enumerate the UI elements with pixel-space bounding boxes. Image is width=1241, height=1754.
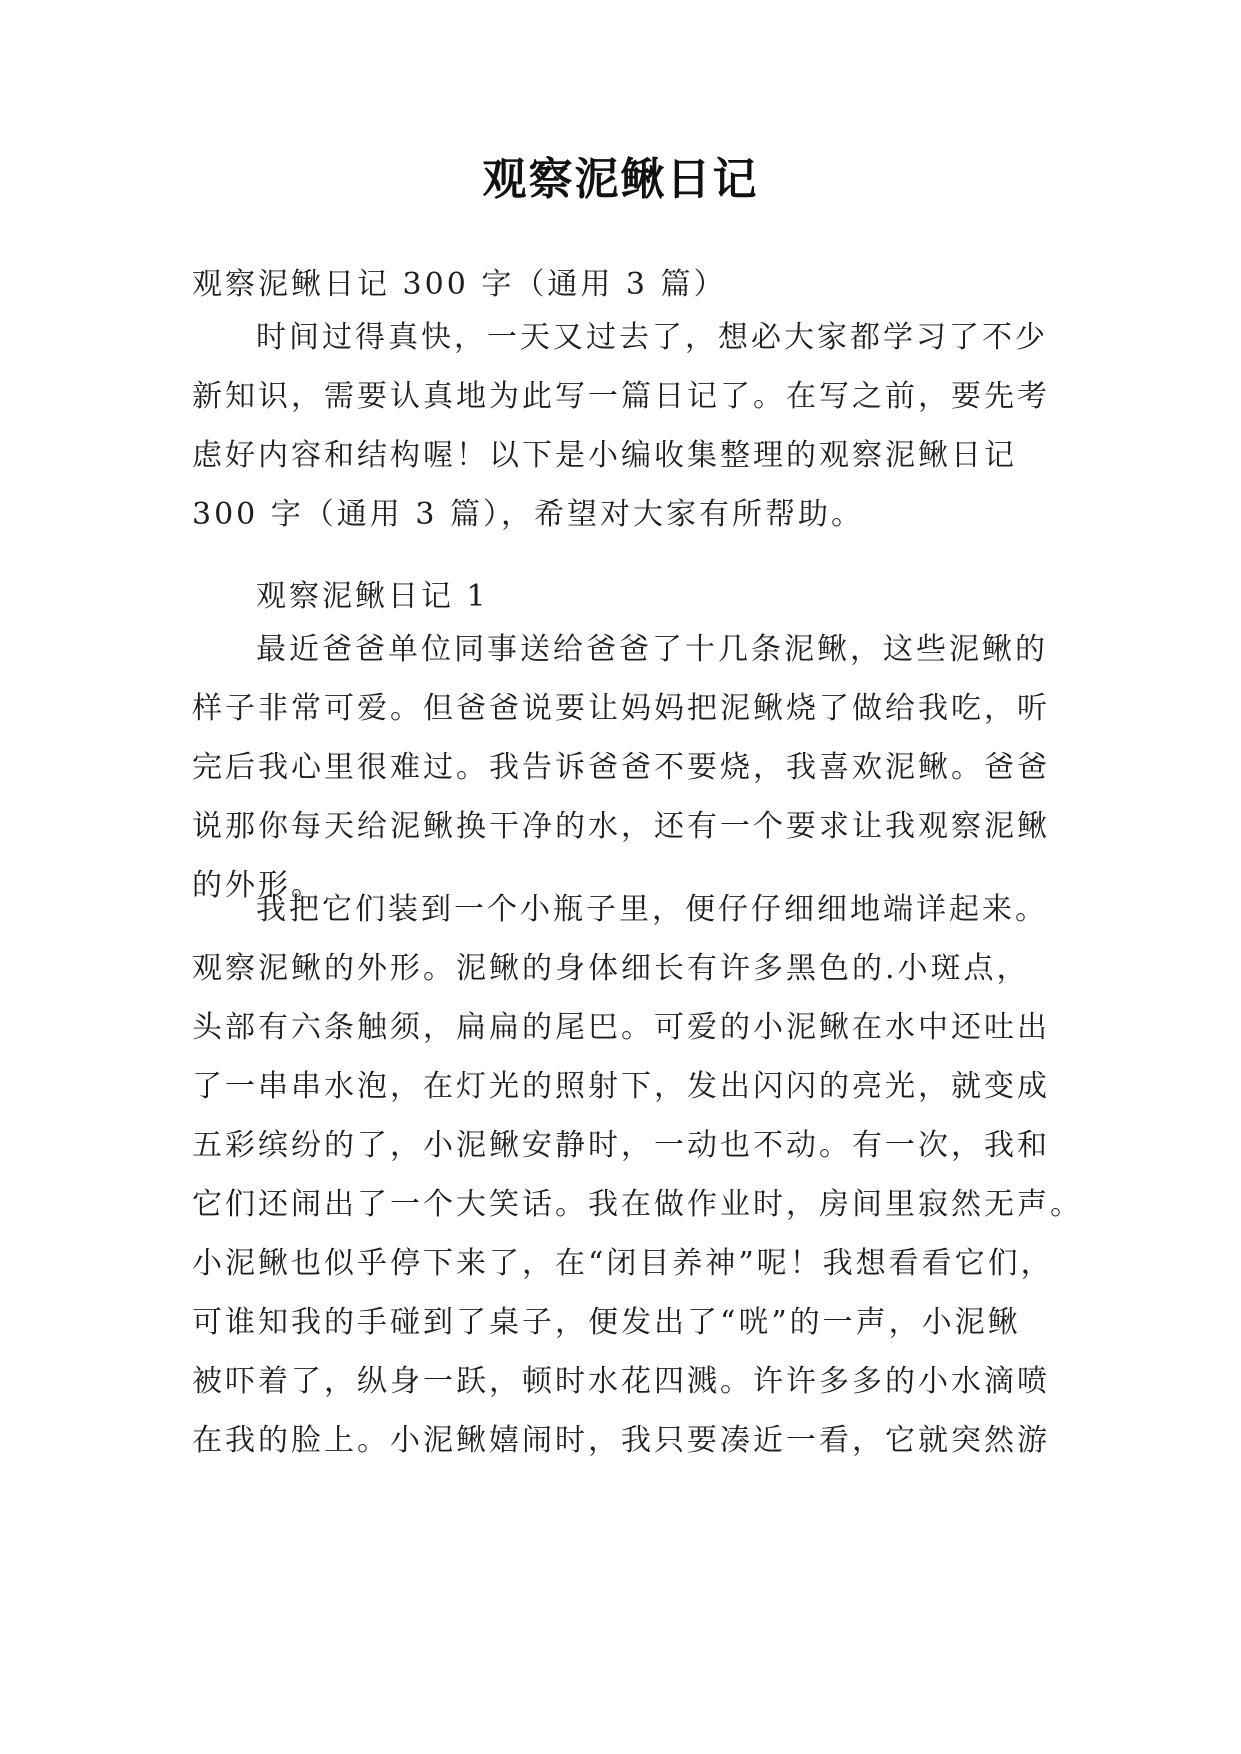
subtitle-line: 观察泥鳅日记 300 字（通用 3 篇） — [192, 267, 727, 302]
paragraph-line: 观察泥鳅的外形。泥鳅的身体细长有许多黑色的.小斑点， — [192, 951, 1030, 986]
paragraph-line: 300 字（通用 3 篇），希望对大家有所帮助。 — [192, 497, 864, 532]
paragraph-line: 虑好内容和结构喔！以下是小编收集整理的观察泥鳅日记 — [192, 438, 1017, 473]
document-title: 观察泥鳅日记 — [482, 154, 759, 205]
diary-paragraph-1 — [192, 620, 1062, 915]
paragraph-line: 我把它们装到一个小瓶子里，便仔仔细细地端详起来。 — [256, 892, 1048, 927]
paragraph-line: 在我的脸上。小泥鳅嬉闹时，我只要凑近一看，它就突然游 — [192, 1423, 1050, 1458]
paragraph-line: 小泥鳅也似乎停下来了，在“闭目养神”呢！我想看看它们， — [192, 1246, 1054, 1281]
paragraph-line: 的外形。 — [192, 868, 324, 903]
document-subtitle — [192, 255, 1062, 314]
paragraph-line: 样子非常可爱。但爸爸说要让妈妈把泥鳅烧了做给我吃，听 — [192, 691, 1050, 726]
paragraph-line: 完后我心里很难过。我告诉爸爸不要烧，我喜欢泥鳅。爸爸 — [192, 750, 1050, 785]
paragraph-line: 它们还闹出了一个大笑话。我在做作业时，房间里寂然无声。 — [192, 1187, 1083, 1222]
paragraph-line: 了一串串水泡，在灯光的照射下，发出闪闪的亮光，就变成 — [192, 1069, 1050, 1104]
section-heading — [192, 567, 1062, 626]
paragraph-line: 被吓着了，纵身一跃，顿时水花四溅。许许多多的小水滴喷 — [192, 1364, 1050, 1399]
paragraph-line: 可谁知我的手碰到了桌子，便发出了“咣”的一声，小泥鳅 — [192, 1305, 1021, 1340]
diary-paragraph-2 — [192, 880, 1083, 1470]
paragraph-line: 头部有六条触须，扁扁的尾巴。可爱的小泥鳅在水中还吐出 — [192, 1010, 1050, 1045]
intro-paragraph — [192, 308, 1062, 544]
paragraph-line: 说那你每天给泥鳅换干净的水，还有一个要求让我观察泥鳅 — [192, 809, 1050, 844]
section-heading-text: 观察泥鳅日记 1 — [256, 579, 489, 614]
paragraph-line: 最近爸爸单位同事送给爸爸了十几条泥鳅，这些泥鳅的 — [256, 632, 1048, 667]
paragraph-line: 新知识，需要认真地为此写一篇日记了。在写之前，要先考 — [192, 379, 1050, 414]
paragraph-line: 时间过得真快，一天又过去了，想必大家都学习了不少 — [256, 320, 1048, 355]
paragraph-line: 五彩缤纷的了，小泥鳅安静时，一动也不动。有一次，我和 — [192, 1128, 1050, 1163]
